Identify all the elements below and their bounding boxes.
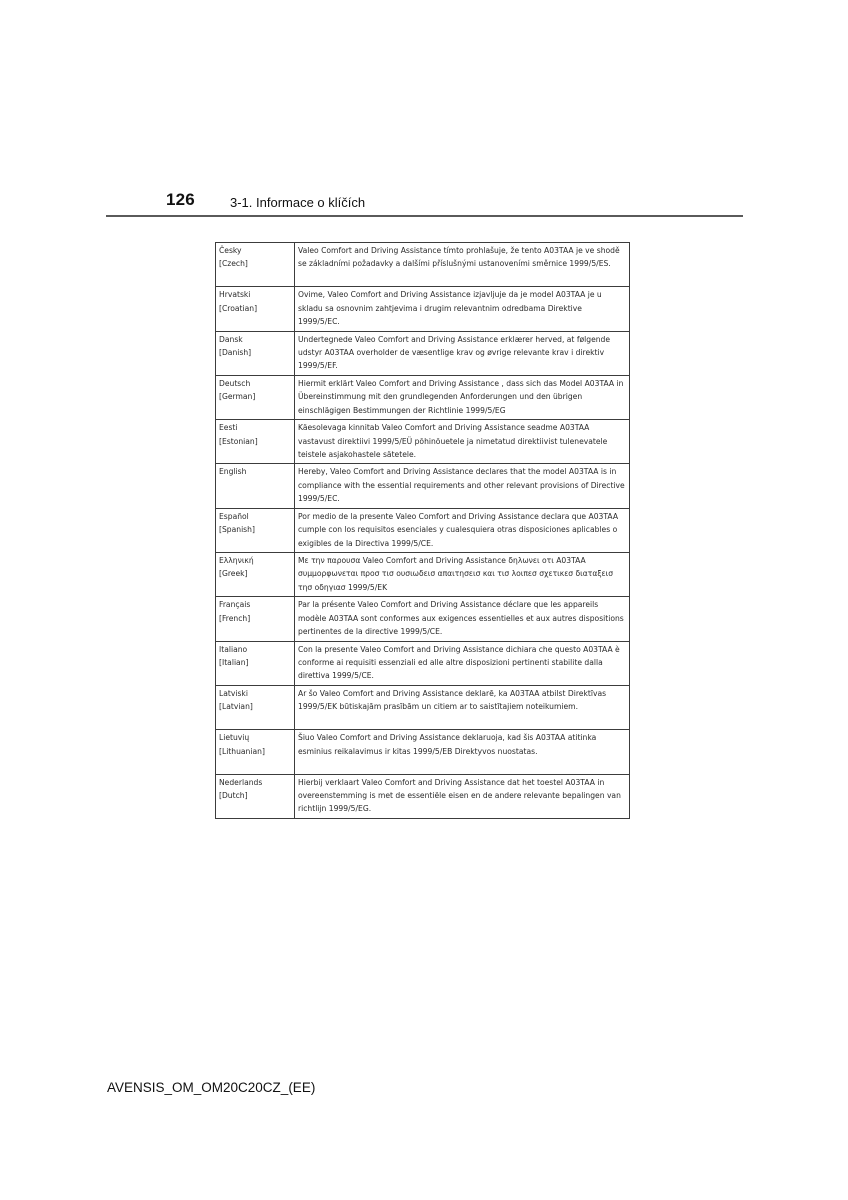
table-row [216, 730, 630, 774]
language-english-name: [Italian] [219, 658, 249, 668]
table-row [216, 375, 630, 419]
language-english-name: [Danish] [219, 348, 252, 357]
table-row [216, 243, 630, 287]
language-english-name: [French] [219, 613, 251, 623]
declaration-text: Ar šo Valeo Comfort and Driving Assistance deklarē, ka A03TAA atbilst Direktīvas 1999/5/EK būtiskajām prasībām un citiem ar to saistītajiem noteikumiem. [295, 685, 630, 729]
language-cell [216, 287, 295, 331]
language-english-name: [German] [219, 392, 256, 402]
language-name: Ελληνική [219, 556, 254, 566]
language-cell [216, 464, 295, 508]
table-row [216, 420, 630, 464]
language-english-name: [Greek] [219, 569, 248, 579]
table-row [216, 464, 630, 508]
table-row [216, 641, 630, 685]
language-cell [216, 597, 295, 641]
language-cell [216, 685, 295, 729]
language-cell [216, 508, 295, 552]
language-name: Latviski [219, 688, 248, 698]
language-cell [216, 641, 295, 685]
declaration-text: Šiuo Valeo Comfort and Driving Assistance deklaruoja, kad šis A03TAA atitinka esminius reikalavimus ir kitas 1999/5/EB Direktyvos nuostatas. [295, 730, 630, 774]
language-name: Deutsch [219, 378, 251, 388]
language-english-name: [Latvian] [219, 702, 253, 712]
table-row [216, 287, 630, 331]
table-row [216, 331, 630, 375]
language-name: English [219, 467, 247, 477]
declaration-text: Käesolevaga kinnitab Valeo Comfort and Driving Assistance seadme A03TAA vastavust direktiivi 1999/5/EÜ põhinõuetele ja nimetatud direktiivist tulenevatele teistele asjakohastele sätetele. [295, 420, 630, 464]
header-divider [106, 215, 743, 217]
language-name: Dansk [219, 334, 243, 344]
section-title: 3-1. Informace o klíčích [230, 195, 366, 210]
language-english-name: [Czech] [219, 259, 248, 269]
declaration-text: Hereby, Valeo Comfort and Driving Assistance declares that the model A03TAA is in compliance with the essential requirements and other relevant provisions of Directive 1999/5/EC. [295, 464, 630, 508]
declaration-text: Με την παρουσα Valeo Comfort and Driving Assistance δηλωνει οτι A03TAA συμμορφωνεται προσ τισ ουσιωδεισ απαιτησεισ και τισ λοιπεσ σχετικεσ διαταξεισ τησ οδηγιασ 1999/5/ΕΚ [295, 553, 630, 597]
declaration-text: Undertegnede Valeo Comfort and Driving Assistance erklærer herved, at følgende udstyr A03TAA overholder de væsentlige krav og øvrige relevante krav i direktiv 1999/5/EF. [295, 331, 630, 375]
language-name: Hrvatski [219, 290, 251, 300]
language-name: Español [219, 511, 249, 521]
table-row [216, 553, 630, 597]
language-english-name: [Lithuanian] [219, 746, 265, 756]
table-row [216, 508, 630, 552]
language-cell [216, 331, 295, 375]
page-number: 126 [166, 190, 195, 209]
declaration-text: Par la présente Valeo Comfort and Driving Assistance déclare que les appareils modèle A03TAA sont conformes aux exigences essentielles et aux autres dispositions pertinentes de la directive 1999/5/CE. [295, 597, 630, 641]
language-name: Nederlands [219, 777, 263, 787]
declaration-text: Hierbij verklaart Valeo Comfort and Driving Assistance dat het toestel A03TAA in overeenstemming is met de essentiële eisen en de andere relevante bepalingen van richtlijn 1999/5/EG. [295, 774, 630, 818]
declaration-text: Valeo Comfort and Driving Assistance tímto prohlašuje, že tento A03TAA je ve shodě se základními požadavky a dalšími příslušnými ustanoveními směrnice 1999/5/ES. [295, 243, 630, 287]
language-cell [216, 553, 295, 597]
language-english-name: [Dutch] [219, 790, 248, 800]
language-name: Eesti [219, 423, 238, 433]
table-row [216, 774, 630, 818]
footer-document-id: AVENSIS_OM_OM20C20CZ_(EE) [107, 1080, 316, 1095]
table-row [216, 597, 630, 641]
declaration-text: Con la presente Valeo Comfort and Driving Assistance dichiara che questo A03TAA è conforme ai requisiti essenziali ed alle altre disposizioni pertinenti stabilite dalla direttiva 1999/5/CE. [295, 641, 630, 685]
declaration-text: Hiermit erklärt Valeo Comfort and Driving Assistance , dass sich das Model A03TAA in Übereinstimmung mit den grundlegenden Anforderungen und den übrigen einschlägigen Bestimmungen der Richtlinie 1999/5/EG [295, 375, 630, 419]
table-row [216, 685, 630, 729]
language-cell [216, 730, 295, 774]
language-name: Lietuvių [219, 733, 250, 743]
language-name: Français [219, 600, 251, 610]
language-english-name: [Spanish] [219, 525, 255, 535]
language-cell [216, 243, 295, 287]
language-cell [216, 375, 295, 419]
language-cell [216, 774, 295, 818]
language-name: Italiano [219, 644, 248, 654]
declaration-table-body [216, 243, 630, 819]
declaration-text: Ovime, Valeo Comfort and Driving Assistance izjavljuje da je model A03TAA je u skladu sa osnovnim zahtjevima i drugim relevantnim odredbama Direktive 1999/5/EC. [295, 287, 630, 331]
language-english-name: [Croatian] [219, 303, 258, 313]
declaration-table [215, 242, 630, 819]
language-name: Česky [219, 246, 242, 255]
language-cell [216, 420, 295, 464]
declaration-text: Por medio de la presente Valeo Comfort and Driving Assistance declara que A03TAA cumple con los requisitos esenciales y cualesquiera otras disposiciones aplicables o exigibles de la Directiva 1999/5/CE. [295, 508, 630, 552]
language-english-name: [Estonian] [219, 436, 258, 446]
